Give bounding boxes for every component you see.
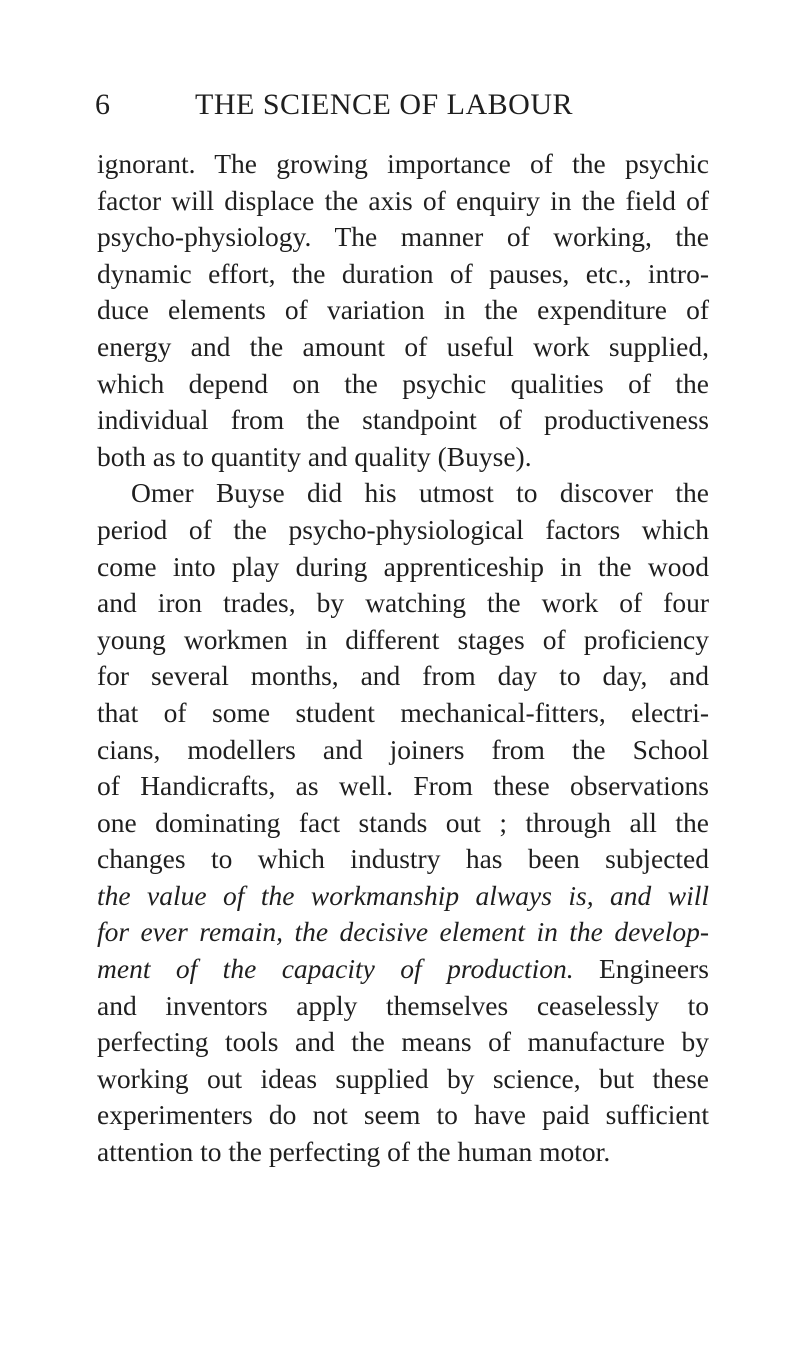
text-line: duce elements of variation in the expenditure of xyxy=(97,294,709,326)
text-line: for several months, and from day to day, and xyxy=(97,660,709,692)
text-line: and iron trades, by watching the work of four xyxy=(97,587,709,619)
text-line: dynamic effort, the duration of pauses, etc., intro- xyxy=(97,257,709,289)
text-line: young workmen in different stages of proficiency xyxy=(97,623,709,655)
text-line: changes to which industry has been subjected xyxy=(97,843,709,875)
text-fragment: Engineers xyxy=(573,953,709,985)
text-line: Omer Buyse did his utmost to discover the xyxy=(131,477,709,509)
text-line: of Handicrafts, as well. From these observations xyxy=(97,770,709,802)
text-line: and inventors apply themselves ceaselessly to xyxy=(97,989,709,1021)
text-line: which depend on the psychic qualities of the xyxy=(97,367,709,399)
text-line: factor will displace the axis of enquiry in the field of xyxy=(97,184,709,216)
text-line: period of the psycho-physiological factors which xyxy=(97,513,709,545)
text-line: individual from the standpoint of productiveness xyxy=(97,404,709,436)
text-line: both as to quantity and quality (Buyse). xyxy=(97,440,532,472)
text-line: working out ideas supplied by science, but these xyxy=(97,1062,709,1094)
running-title: THE SCIENCE OF LABOUR xyxy=(195,88,574,121)
italic-text: the value of the workmanship always is, and will xyxy=(97,879,709,911)
text-line: come into play during apprenticeship in the wood xyxy=(97,550,709,582)
text-line: attention to the perfecting of the human motor. xyxy=(97,1136,611,1168)
text-line: that of some student mechanical-fitters, electri- xyxy=(97,696,709,728)
text-line: one dominating fact stands out ; through all the xyxy=(97,806,709,838)
text-line: experimenters do not seem to have paid sufficient xyxy=(97,1099,709,1131)
text-line: energy and the amount of useful work supplied, xyxy=(97,330,709,362)
italic-text: for ever remain, the decisive element in the develop- xyxy=(97,916,709,948)
running-head xyxy=(95,88,715,132)
text-line: perfecting tools and the means of manufacture by xyxy=(97,1026,709,1058)
text-line: cians, modellers and joiners from the School xyxy=(97,733,709,765)
text-line: ignorant. The growing importance of the psychic xyxy=(97,148,709,179)
italic-text-line xyxy=(97,878,709,915)
mixed-text-line xyxy=(97,951,709,988)
page-number: 6 xyxy=(95,88,111,121)
text-line: psycho-physiology. The manner of working, the xyxy=(97,221,709,253)
italic-text: ment of the capacity of production. xyxy=(97,953,574,985)
italic-text-line xyxy=(97,914,709,951)
body-text xyxy=(97,146,709,1171)
